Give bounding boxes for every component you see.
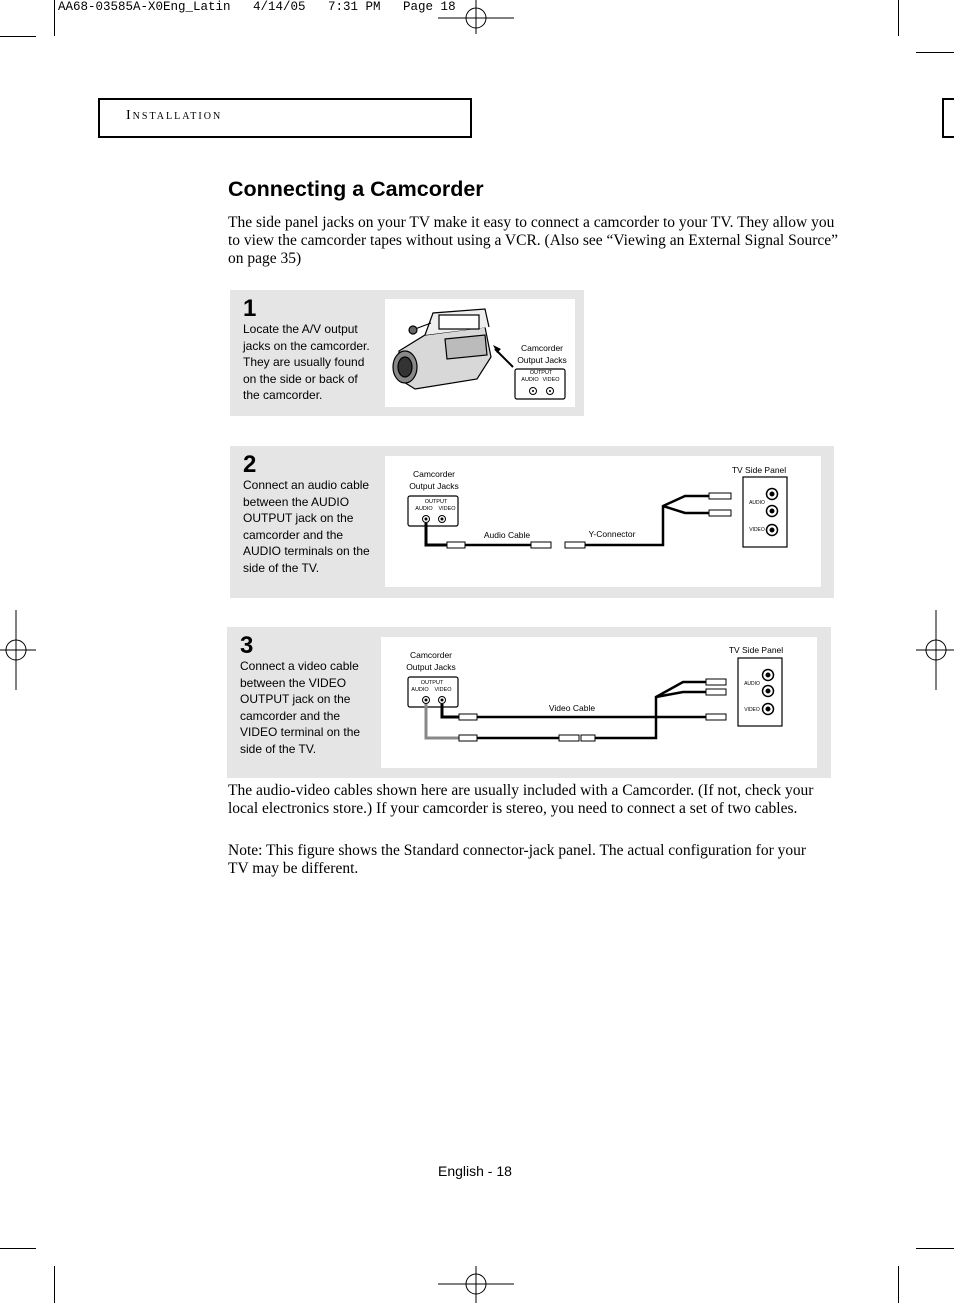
step-2-audio-cable-label: Audio Cable — [483, 530, 531, 540]
step-1-text: Locate the A/V output jacks on the camcorder. They are usually found on the side or back of the camcorder. — [243, 322, 370, 402]
print-header: AA68-03585A-X0Eng_Latin 4/14/05 7:31 PM Page 18 — [58, 0, 456, 14]
step-1-audio-label: AUDIO — [521, 377, 539, 383]
step-3-camcorder-jacks-label: Camcorder Output Jacks — [406, 650, 456, 672]
step-3-tv-side-panel-label: TV Side Panel — [728, 645, 784, 655]
step-3-text: Connect a video cable between the VIDEO OUTPUT jack on the camcorder and the VIDEO terminal on the side of the TV. — [240, 659, 361, 756]
step-1-video-label: VIDEO — [542, 377, 560, 383]
step-2-video-label: VIDEO — [438, 506, 456, 512]
step-2-audio-label: AUDIO — [415, 506, 433, 512]
step-2-text: Connect an audio cable between the AUDIO OUTPUT jack on the camcorder and the AUDIO terminals on the side of the TV. — [243, 478, 370, 575]
step-3-tv-video-label: VIDEO — [744, 707, 760, 713]
step-1-output-label: OUTPUT — [529, 370, 553, 376]
note-paragraph: Note: This figure shows the Standard connector-jack panel. The actual configuration for your TV may be different. — [228, 842, 807, 877]
step-1-number: 1 — [243, 295, 257, 322]
step-3-video-cable-label: Video Cable — [548, 703, 596, 713]
step-2-output-label: OUTPUT — [424, 499, 448, 505]
step-2-y-connector-label: Y-Connector — [588, 529, 636, 539]
step-2-tv-side-panel-label: TV Side Panel — [731, 465, 787, 475]
step-3-tv-audio-label: AUDIO — [744, 681, 760, 687]
step-3-output-label: OUTPUT — [420, 680, 444, 686]
step-2-number: 2 — [243, 451, 257, 478]
step-3-number: 3 — [240, 632, 254, 659]
page-title: Connecting a Camcorder — [228, 177, 484, 201]
step-2-tv-audio-label: AUDIO — [749, 500, 765, 506]
step-3-video-label: VIDEO — [434, 687, 452, 693]
step-2-tv-video-label: VIDEO — [749, 527, 765, 533]
step-1-camcorder-jacks-label: Camcorder Output Jacks — [517, 343, 567, 365]
section-label: Installation — [126, 108, 223, 123]
side-tab — [942, 98, 954, 138]
outro-paragraph: The audio-video cables shown here are usually included with a Camcorder. (If not, check your local electronics store.) If your camcorder is stereo, you need to connect a set of two cables. — [228, 782, 814, 817]
step-2-camcorder-jacks-label: Camcorder Output Jacks — [409, 469, 459, 491]
page-footer: English - 18 — [438, 1163, 512, 1179]
step-3-audio-label: AUDIO — [411, 687, 429, 693]
intro-paragraph: The side panel jacks on your TV make it easy to connect a camcorder to your TV. They allow you to view the camcorder tapes without using a VCR. (Also see “Viewing an External Signal Source” on page 35) — [228, 214, 839, 267]
